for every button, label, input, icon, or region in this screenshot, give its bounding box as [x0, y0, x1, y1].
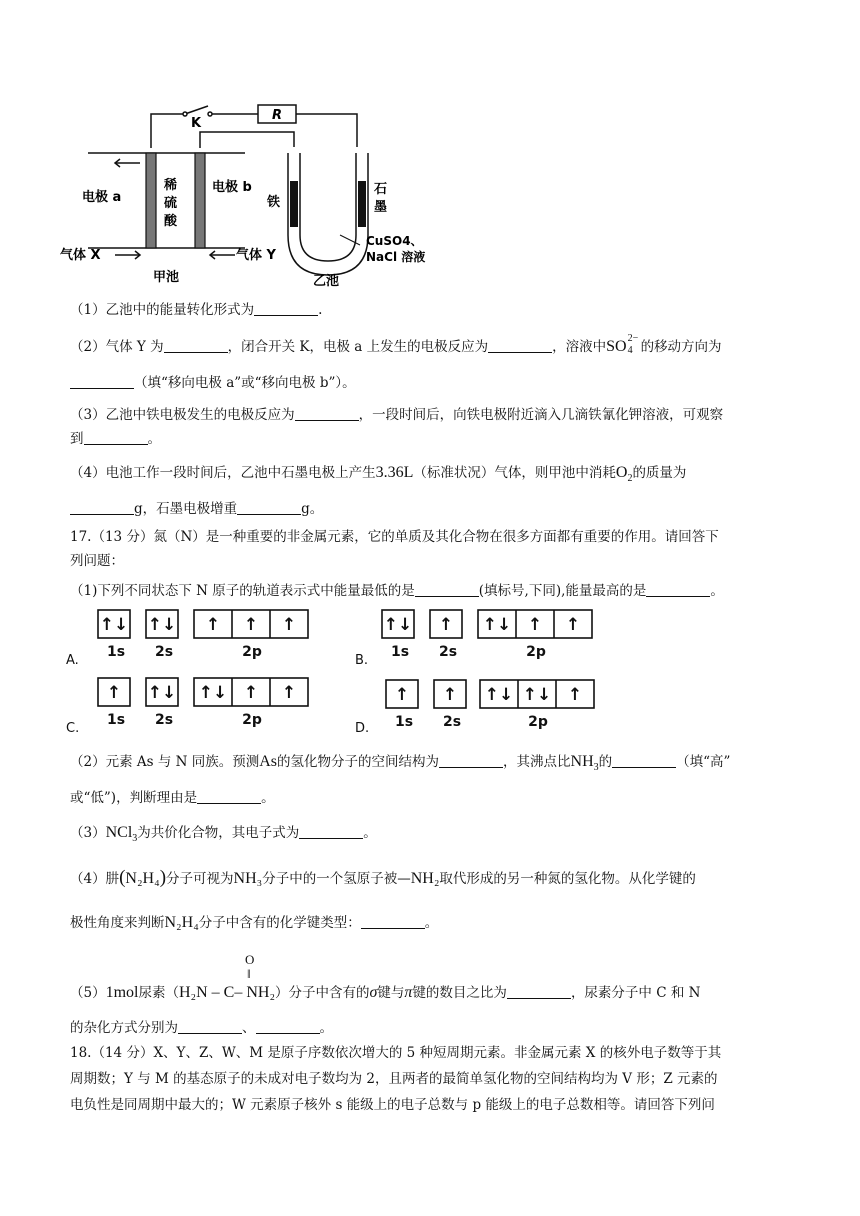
orbital-arrow: ↑ — [438, 615, 454, 635]
gas-x-label: 气体 X — [60, 248, 101, 263]
orbital-label-2p: 2p — [528, 714, 548, 730]
switch-k — [185, 106, 208, 114]
q16-part3: （3）乙池中铁电极发生的电极反应为 ，一段时间后，向铁电极附近滴入几滴铁氰化钾溶液，可观察 — [70, 407, 724, 423]
orbital-arrow: ↑ — [281, 615, 297, 635]
orbital-arrow: ↑↓ — [198, 683, 228, 703]
urea-double-bond: ‖ — [247, 966, 251, 981]
answer-blank[interactable] — [237, 500, 301, 515]
orbital-label-1s: 1s — [106, 712, 126, 728]
wire-left — [151, 114, 185, 148]
orbital-arrow: ↑ — [205, 615, 221, 635]
answer-blank[interactable] — [70, 374, 134, 389]
answer-blank[interactable] — [646, 582, 710, 597]
acid-label-2: 硫 — [164, 196, 178, 211]
orbital-label-2s: 2s — [442, 714, 462, 730]
option-d-label: D. — [355, 721, 370, 736]
urea-oxygen: O — [245, 952, 255, 967]
orbital-arrow: ↑↓ — [99, 615, 129, 635]
q17-part4-cont: 极性角度来判断N₂H₄分子中含有的化学键类型： 。 — [70, 914, 439, 931]
orbital-arrow: ↑ — [567, 685, 583, 705]
iron-label: 铁 — [267, 195, 281, 210]
orbital-arrow: ↑↓ — [383, 615, 413, 635]
orbital-label-2p: 2p — [242, 712, 262, 728]
q16-part2-cont: （填“移向电极 a”或“移向电极 b”）。 — [70, 373, 800, 393]
q16-part4-cont: g，石墨电极增重 g。 — [70, 499, 800, 519]
graphite-label-1: 石 — [374, 182, 388, 197]
answer-blank[interactable] — [299, 824, 363, 839]
graphite-electrode — [358, 181, 366, 227]
orbital-label-1s: 1s — [106, 644, 126, 660]
orbital-arrow: ↑↓ — [147, 615, 177, 635]
orbital-arrow: ↑ — [527, 615, 543, 635]
answer-blank[interactable] — [84, 430, 148, 445]
answer-blank[interactable] — [415, 582, 479, 597]
orbital-label-1s: 1s — [390, 644, 410, 660]
orbital-label-2s: 2s — [154, 712, 174, 728]
orbital-arrow: ↑↓ — [147, 683, 177, 703]
graphite-label-2: 墨 — [374, 200, 388, 215]
orbital-arrow: ↑↓ — [482, 615, 512, 635]
q17-heading: 17.（13 分）氮（N）是一种重要的非金属元素，它的单质及其化合物在很多方面都有重要的作用。请回答下 — [70, 529, 719, 545]
orbital-arrow: ↑ — [442, 685, 458, 705]
answer-blank[interactable] — [178, 1019, 242, 1034]
solution-label-1: CuSO4、 — [366, 234, 423, 248]
answer-blank[interactable] — [197, 789, 261, 804]
option-c-label: C. — [66, 721, 80, 736]
switch-label: K — [191, 116, 202, 131]
q18-line2: 周期数；Y 与 M 的基态原子的未成对电子数均为 2，且两者的最简单氢化物的空间结构均为 V 形；Z 元素的 — [70, 1071, 718, 1087]
orbital-arrow: ↑↓ — [484, 685, 514, 705]
electrode-a — [146, 153, 156, 248]
q17-part3: （3）NCl$_3$为共价化合物，其电子式为 。 — [70, 824, 377, 845]
iron-electrode — [290, 181, 298, 227]
cell-b-label: 乙池 — [313, 274, 340, 289]
option-b-label: B. — [355, 653, 369, 668]
orbital-arrow: ↑ — [565, 615, 581, 635]
q17-part5: （5）1mol尿素（H₂N – C– NH₂）分子中含有的σ键与π键的数目之比为 ，尿素分子中 C 和 N — [70, 984, 701, 1001]
q16-part3-cont: 到 。 — [70, 431, 161, 447]
u-tube — [288, 153, 368, 275]
gas-y-label: 气体 Y — [236, 248, 276, 263]
answer-blank[interactable] — [295, 406, 359, 421]
orbital-arrow: ↑ — [243, 683, 259, 703]
answer-blank[interactable] — [361, 914, 425, 929]
orbital-arrow: ↑↓ — [522, 685, 552, 705]
q18-line3: 电负性是同周期中最大的；W 元素原子核外 s 能级上的电子总数与 p 能级上的电子总数相等。请回答下列问 — [70, 1097, 715, 1113]
answer-blank[interactable] — [70, 500, 134, 515]
q17-part1: （1)下列不同状态下 N 原子的轨道表示式中能量最低的是 (填标号,下同),能量最高的是 。 — [70, 583, 724, 599]
orbital-label-2s: 2s — [438, 644, 458, 660]
answer-blank[interactable] — [164, 338, 228, 353]
answer-blank[interactable] — [254, 301, 318, 316]
electrochemical-cell-diagram — [60, 95, 460, 290]
answer-blank[interactable] — [507, 984, 571, 999]
option-a-label: A. — [66, 653, 79, 668]
orbital-label-1s: 1s — [394, 714, 414, 730]
q16-part4: （4）电池工作一段时间后，乙池中石墨电极上产生3.36L（标准状况）气体，则甲池中消耗$O_2$的质量为 — [70, 464, 687, 485]
q17-part4: （4）肼(N₂H₄)分子可视为NH₃分子中的一个氢原子被—NH₂取代形成的另一种氮的氢化物。从化学键的 — [70, 867, 696, 888]
answer-blank[interactable] — [439, 753, 503, 768]
q16-part2: （2）气体 Y 为 ，闭合开关 K，电极 a 上发生的电极反应为 ，溶液中SO 2− 4 的移动方向为 — [70, 333, 722, 356]
resistor-label: R — [272, 108, 283, 123]
cell-a-label: 甲池 — [153, 270, 180, 285]
orbital-arrow: ↑ — [243, 615, 259, 635]
electrode-a-label: 电极 a — [82, 190, 122, 205]
answer-blank[interactable] — [612, 753, 676, 768]
q16-part1: （1）乙池中的能量转化形式为 . — [70, 302, 323, 318]
answer-blank[interactable] — [488, 338, 552, 353]
electrode-b — [195, 153, 205, 248]
answer-blank[interactable] — [256, 1019, 320, 1034]
orbital-label-2p: 2p — [242, 644, 262, 660]
q17-part2: （2）元素 As 与 N 同族。预测As的氢化物分子的空间结构为 ，其沸点比$NH_3$的 （填“高” — [70, 753, 731, 774]
orbital-arrow: ↑ — [106, 683, 122, 703]
acid-label-1: 稀 — [164, 178, 178, 193]
acid-label-3: 酸 — [164, 214, 178, 229]
q18-line1: 18.（14 分）X、Y、Z、W、M 是原子序数依次增大的 5 种短周期元素。非金属元素 X 的核外电子数等于其 — [70, 1045, 722, 1061]
orbital-arrow: ↑ — [394, 685, 410, 705]
electrode-b-label: 电极 b — [212, 180, 252, 195]
orbital-arrow: ↑ — [281, 683, 297, 703]
q17-heading-cont: 列问题： — [70, 553, 124, 569]
orbital-diagrams — [66, 606, 626, 736]
q17-part5-cont: 的杂化方式分别为 、 。 — [70, 1020, 333, 1036]
q17-part2-cont: 或“低”)，判断理由是 。 — [70, 790, 275, 806]
orbital-label-2s: 2s — [154, 644, 174, 660]
solution-label-2: NaCl 溶液 — [366, 250, 426, 264]
orbital-label-2p: 2p — [526, 644, 546, 660]
